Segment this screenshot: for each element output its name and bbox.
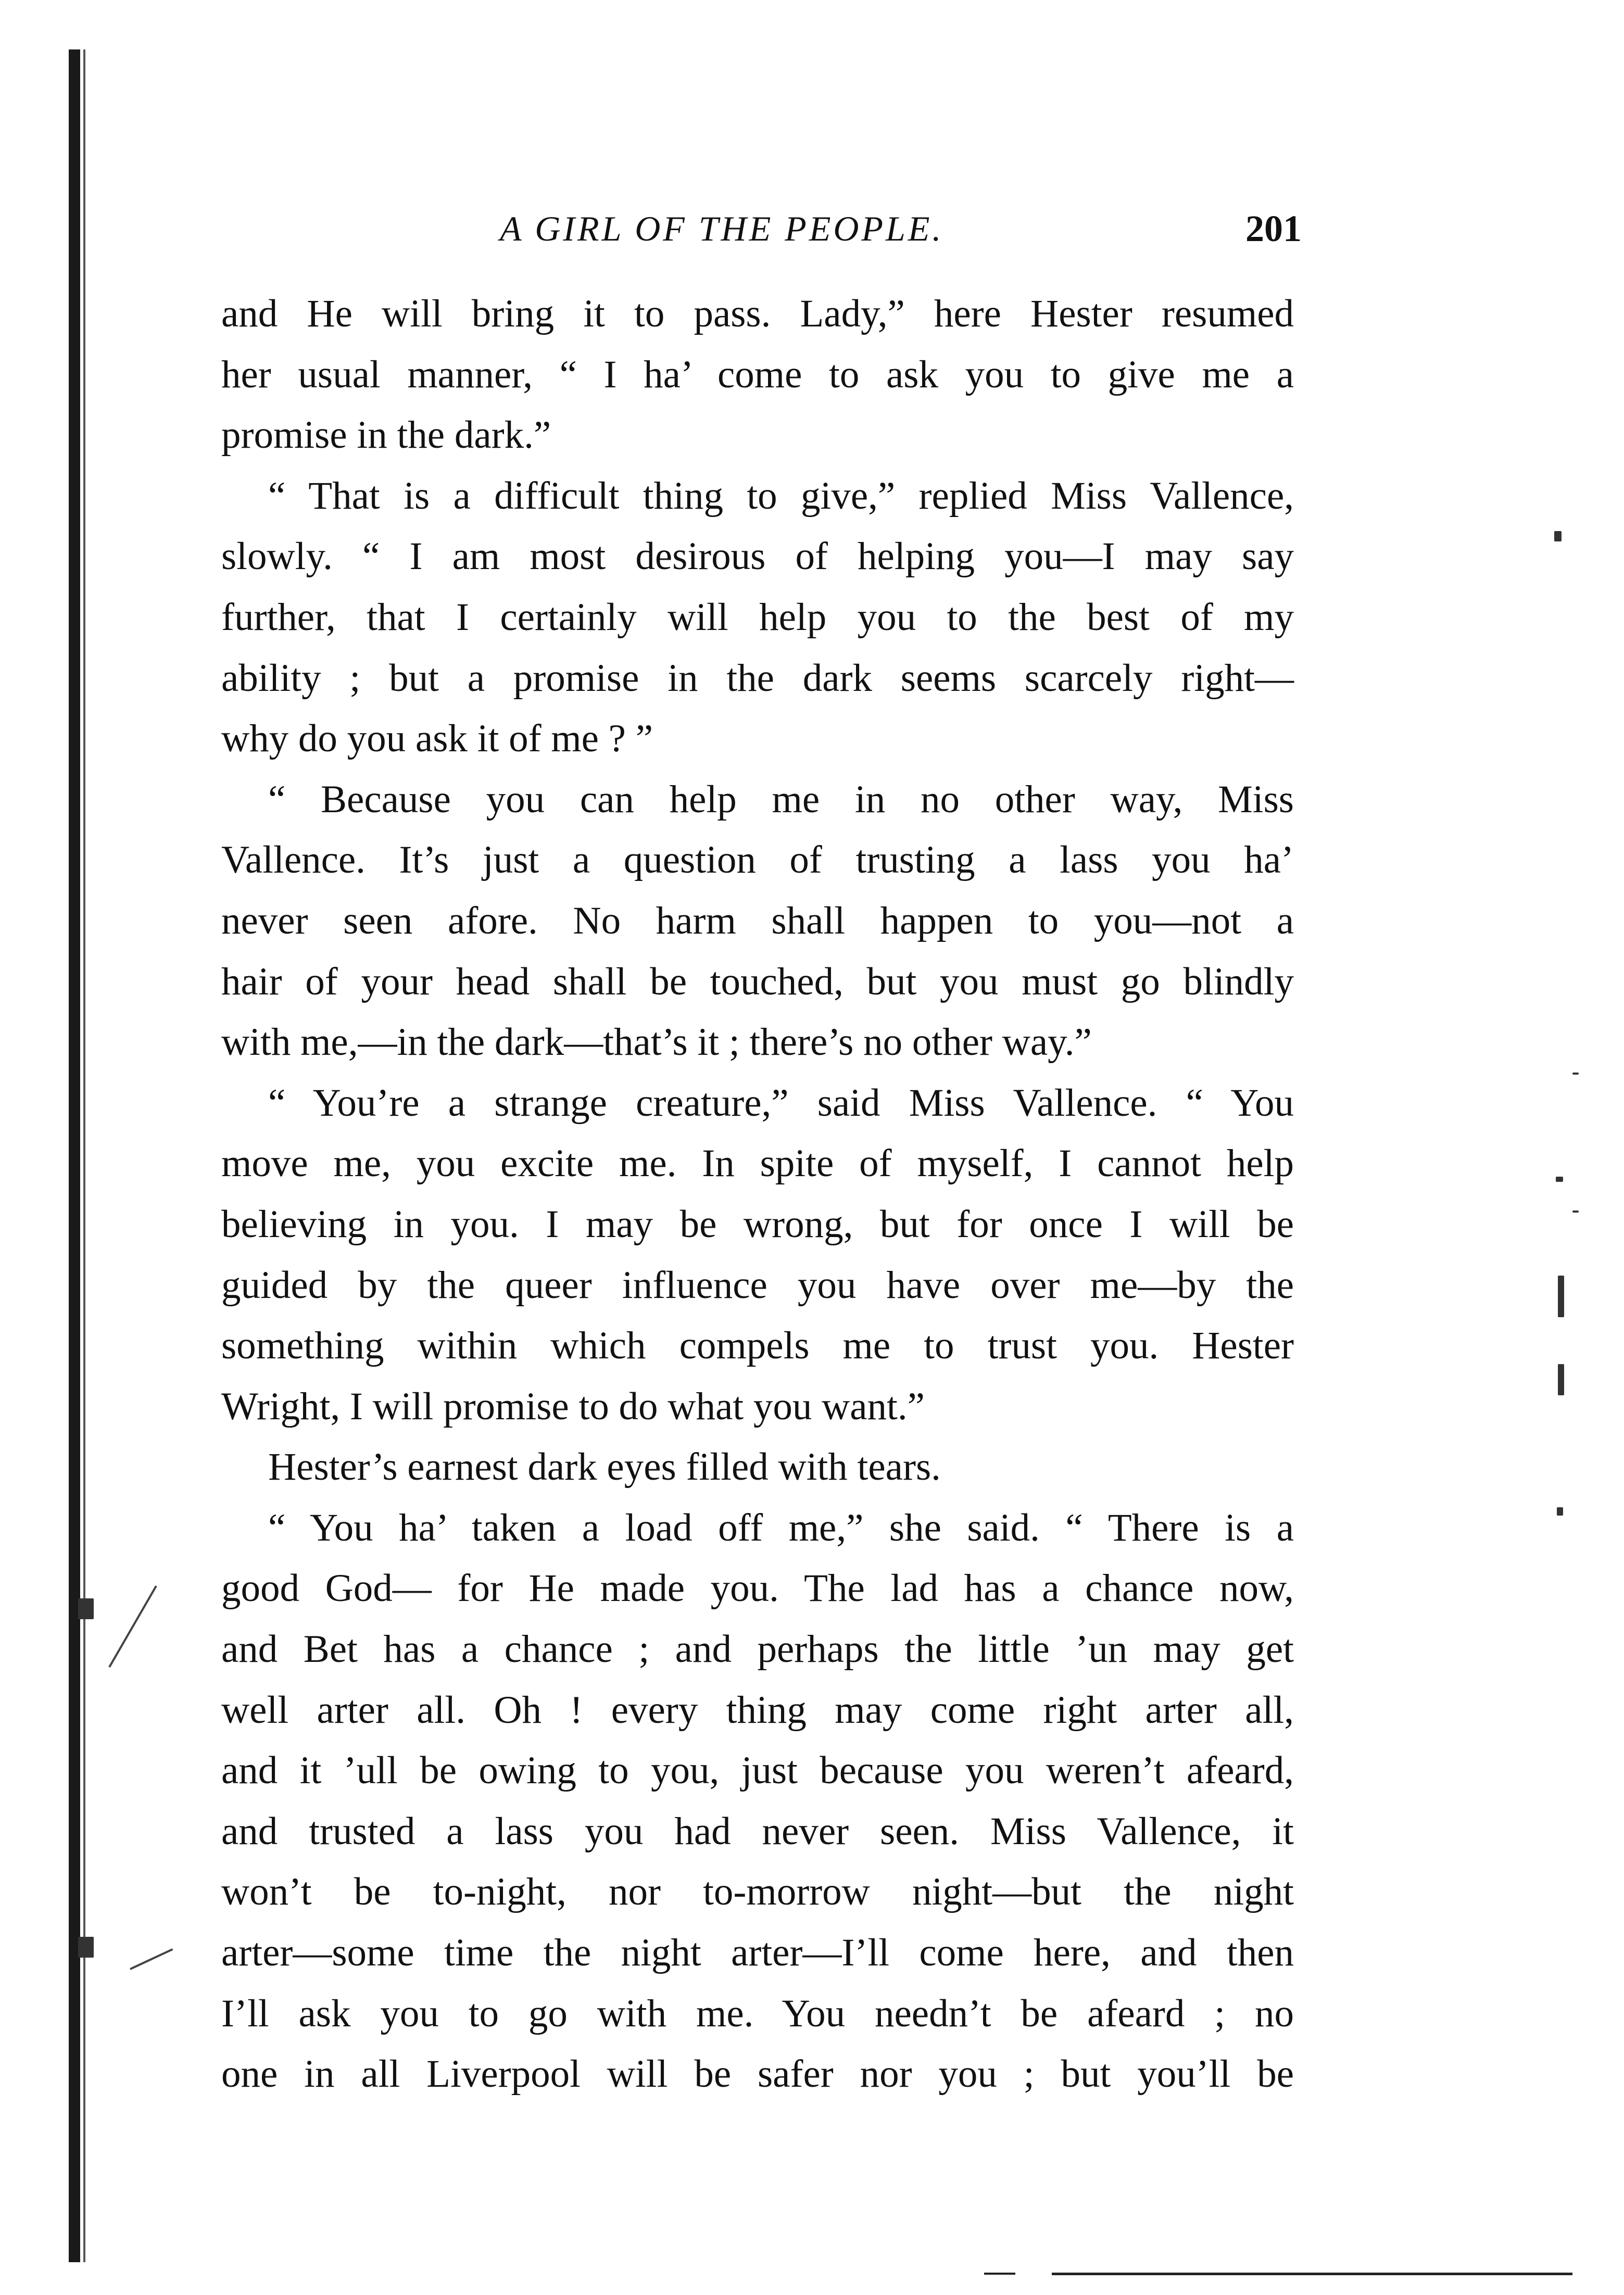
text-line: well arter all. Oh ! every thing may come right arter all, <box>221 1688 1294 1732</box>
text-line: Wright, I will promise to do what you want.” <box>221 1384 925 1428</box>
pencil-mark <box>108 1585 157 1668</box>
text-line: hair of your head shall be touched, but you must go blindly <box>221 960 1294 1003</box>
scan-speck <box>1558 1276 1564 1317</box>
text-line: Hester’s earnest dark eyes filled with tears. <box>268 1445 941 1489</box>
text-line: further, that I certainly will help you to the best of my <box>221 595 1294 639</box>
text-line: and it ’ull be owing to you, just because you weren’t afeard, <box>221 1749 1294 1793</box>
scan-speck <box>78 1598 94 1619</box>
bottom-rule-fragment <box>984 2273 1015 2275</box>
text-line: guided by the queer influence you have over me—by the <box>221 1263 1294 1307</box>
text-line: why do you ask it of me ? ” <box>221 717 653 761</box>
scan-speck <box>1557 1507 1563 1516</box>
scan-speck <box>1558 1364 1564 1395</box>
text-line: “ You ha’ taken a load off me,” she said. “ There is a <box>268 1506 1294 1549</box>
text-line: her usual manner, “ I ha’ come to ask you to give me a <box>221 352 1294 396</box>
running-title: A GIRL OF THE PEOPLE. <box>500 209 944 248</box>
text-line: believing in you. I may be wrong, but for once I will be <box>221 1202 1294 1246</box>
page-number: 201 <box>1245 208 1302 249</box>
text-line: Vallence. It’s just a question of trusting a lass you ha’ <box>221 838 1294 882</box>
text-line: with me,—in the dark—that’s it ; there’s no other way.” <box>221 1020 1092 1064</box>
scan-speck <box>1572 1210 1579 1213</box>
text-line: promise in the dark.” <box>221 413 551 457</box>
text-line: and trusted a lass you had never seen. Miss Vallence, it <box>221 1809 1294 1853</box>
scan-speck <box>1572 1073 1579 1075</box>
pencil-mark <box>130 1948 173 1970</box>
scan-speck <box>78 1937 94 1958</box>
scan-speck <box>1556 1177 1563 1182</box>
text-line: and He will bring it to pass. Lady,” here Hester resumed <box>221 292 1294 335</box>
text-line: move me, you excite me. In spite of myself, I cannot help <box>221 1142 1294 1186</box>
text-line: something within which compels me to trust you. Hester <box>221 1324 1294 1368</box>
text-line: good God— for He made you. The lad has a chance now, <box>221 1567 1294 1610</box>
text-line: one in all Liverpool will be safer nor you ; but you’ll be <box>221 2052 1294 2096</box>
text-line: “ That is a difficult thing to give,” replied Miss Vallence, <box>268 474 1294 518</box>
body-text <box>221 284 1294 2105</box>
text-line: I’ll ask you to go with me. You needn’t be afeard ; no <box>221 1991 1294 2035</box>
binding-edge <box>69 49 80 2262</box>
scan-speck <box>1554 531 1562 541</box>
text-line: and Bet has a chance ; and perhaps the little ’un may get <box>221 1628 1294 1671</box>
text-line: slowly. “ I am most desirous of helping you—I may say <box>221 535 1294 578</box>
text-line: “ You’re a strange creature,” said Miss Vallence. “ You <box>268 1081 1294 1125</box>
text-line: never seen afore. No harm shall happen to you—not a <box>221 899 1294 942</box>
running-head <box>219 208 1302 266</box>
text-line: arter—some time the night arter—I’ll come here, and then <box>221 1931 1294 1975</box>
binding-edge-inner <box>83 49 85 2262</box>
text-line: won’t be to-night, nor to-morrow night—but the night <box>221 1870 1294 1914</box>
bottom-rule <box>1052 2273 1572 2275</box>
text-line: “ Because you can help me in no other way, Miss <box>268 777 1294 821</box>
text-line: ability ; but a promise in the dark seems scarcely right— <box>221 656 1294 700</box>
